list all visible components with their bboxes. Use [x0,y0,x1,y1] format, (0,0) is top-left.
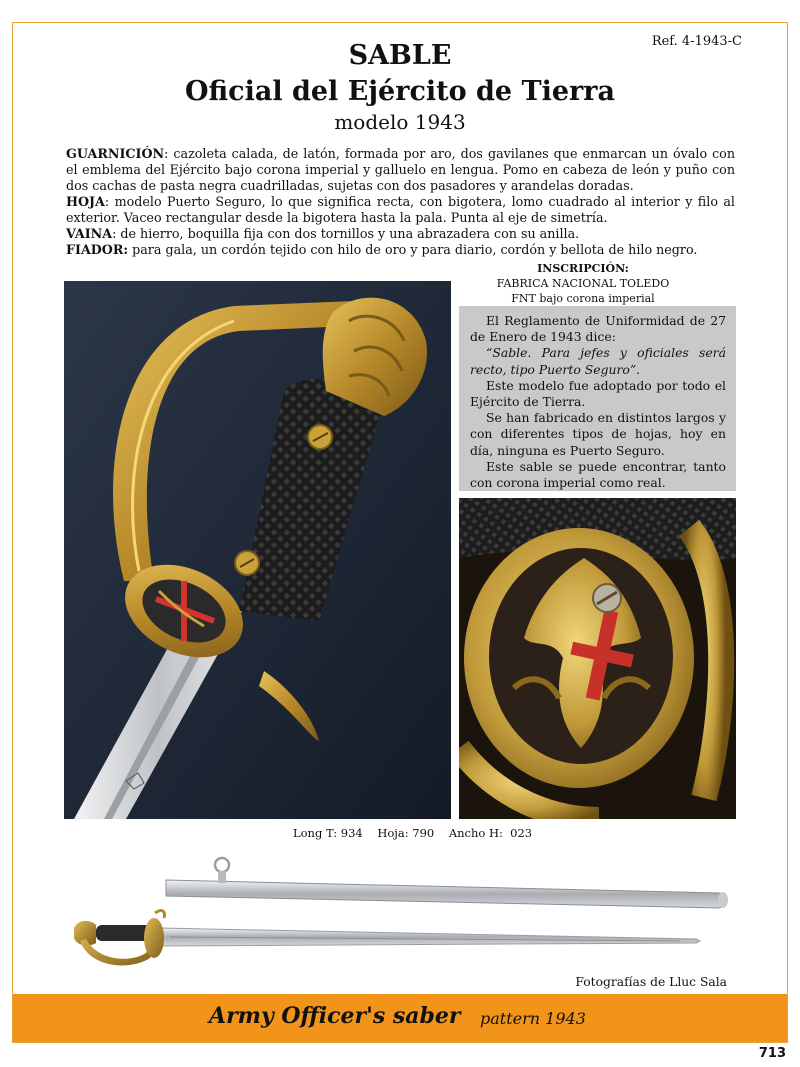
notes-quote: “Sable. Para jefes y oficiales será recto, tipo Puerto Seguro”. [470,345,726,377]
measurements: Long T: 934 Hoja: 790 Ancho H: 023 [293,826,533,840]
description-vaina: VAINA: de hierro, boquilla fija con dos tornillos y una abrazadera con su anilla. [66,226,580,241]
notes-paragraph: El Reglamento de Uniformidad de 27 de Enero de 1943 dice: [470,313,726,345]
page-title: SABLE [348,40,452,71]
photo-credit: Fotografías de Lluc Sala [575,975,727,989]
description-hoja: HOJA: modelo Puerto Seguro, lo que significa recta, con bigotera, lomo cuadrado al interior y filo al exterior. Vaceo rectangular desde la bigotera hasta la pala. Punta al eje de simetría. [66,194,735,225]
notes-box [459,306,736,491]
reference-number: Ref. 4-1943-C [651,34,742,49]
english-title: Army Officer's saber [209,1003,461,1029]
notes-paragraph: Este sable se puede encontrar, tanto con corona imperial como real. [470,458,726,491]
sword-and-scabbard-photo [60,853,740,978]
description-block [66,146,735,258]
inscription-line2: FNT bajo corona imperial [511,292,655,305]
page-subtitle: modelo 1943 [334,110,466,134]
pattern-label: pattern 1943 [480,1009,586,1028]
inscription-line1: FABRICA NACIONAL TOLEDO [496,277,670,290]
notes-paragraph: Este modelo fue adoptado por todo el Ejército de Tierra. [470,377,726,410]
footer-banner [13,994,787,1042]
description-fiador: FIADOR: para gala, un cordón tejido con hilo de oro y para diario, cordón y bellota de hilo negro. [66,242,698,257]
hilt-photo [64,281,451,819]
inscription-heading: INSCRIPCIÓN: [537,262,629,275]
emblem-photo [459,498,736,819]
description-guarnicion: GUARNICIÓN: cazoleta calada, de latón, formada por aro, dos gavilanes que enmarcan un óvalo con el emblema del Ejército bajo corona imperial y galluelo en lengua. Pomo en cabeza de león y puño con dos cachas de pasta negra cuadrilladas, sujetas con dos pasadores y arandelas doradas. [66,146,735,193]
notes-paragraph: Se han fabricado en distintos largos y con diferentes tipos de hojas, hoy en día, ninguna es Puerto Seguro. [470,410,726,458]
page-title-line2: Oficial del Ejército de Tierra [185,76,615,107]
page-number: 713 [758,1046,786,1061]
